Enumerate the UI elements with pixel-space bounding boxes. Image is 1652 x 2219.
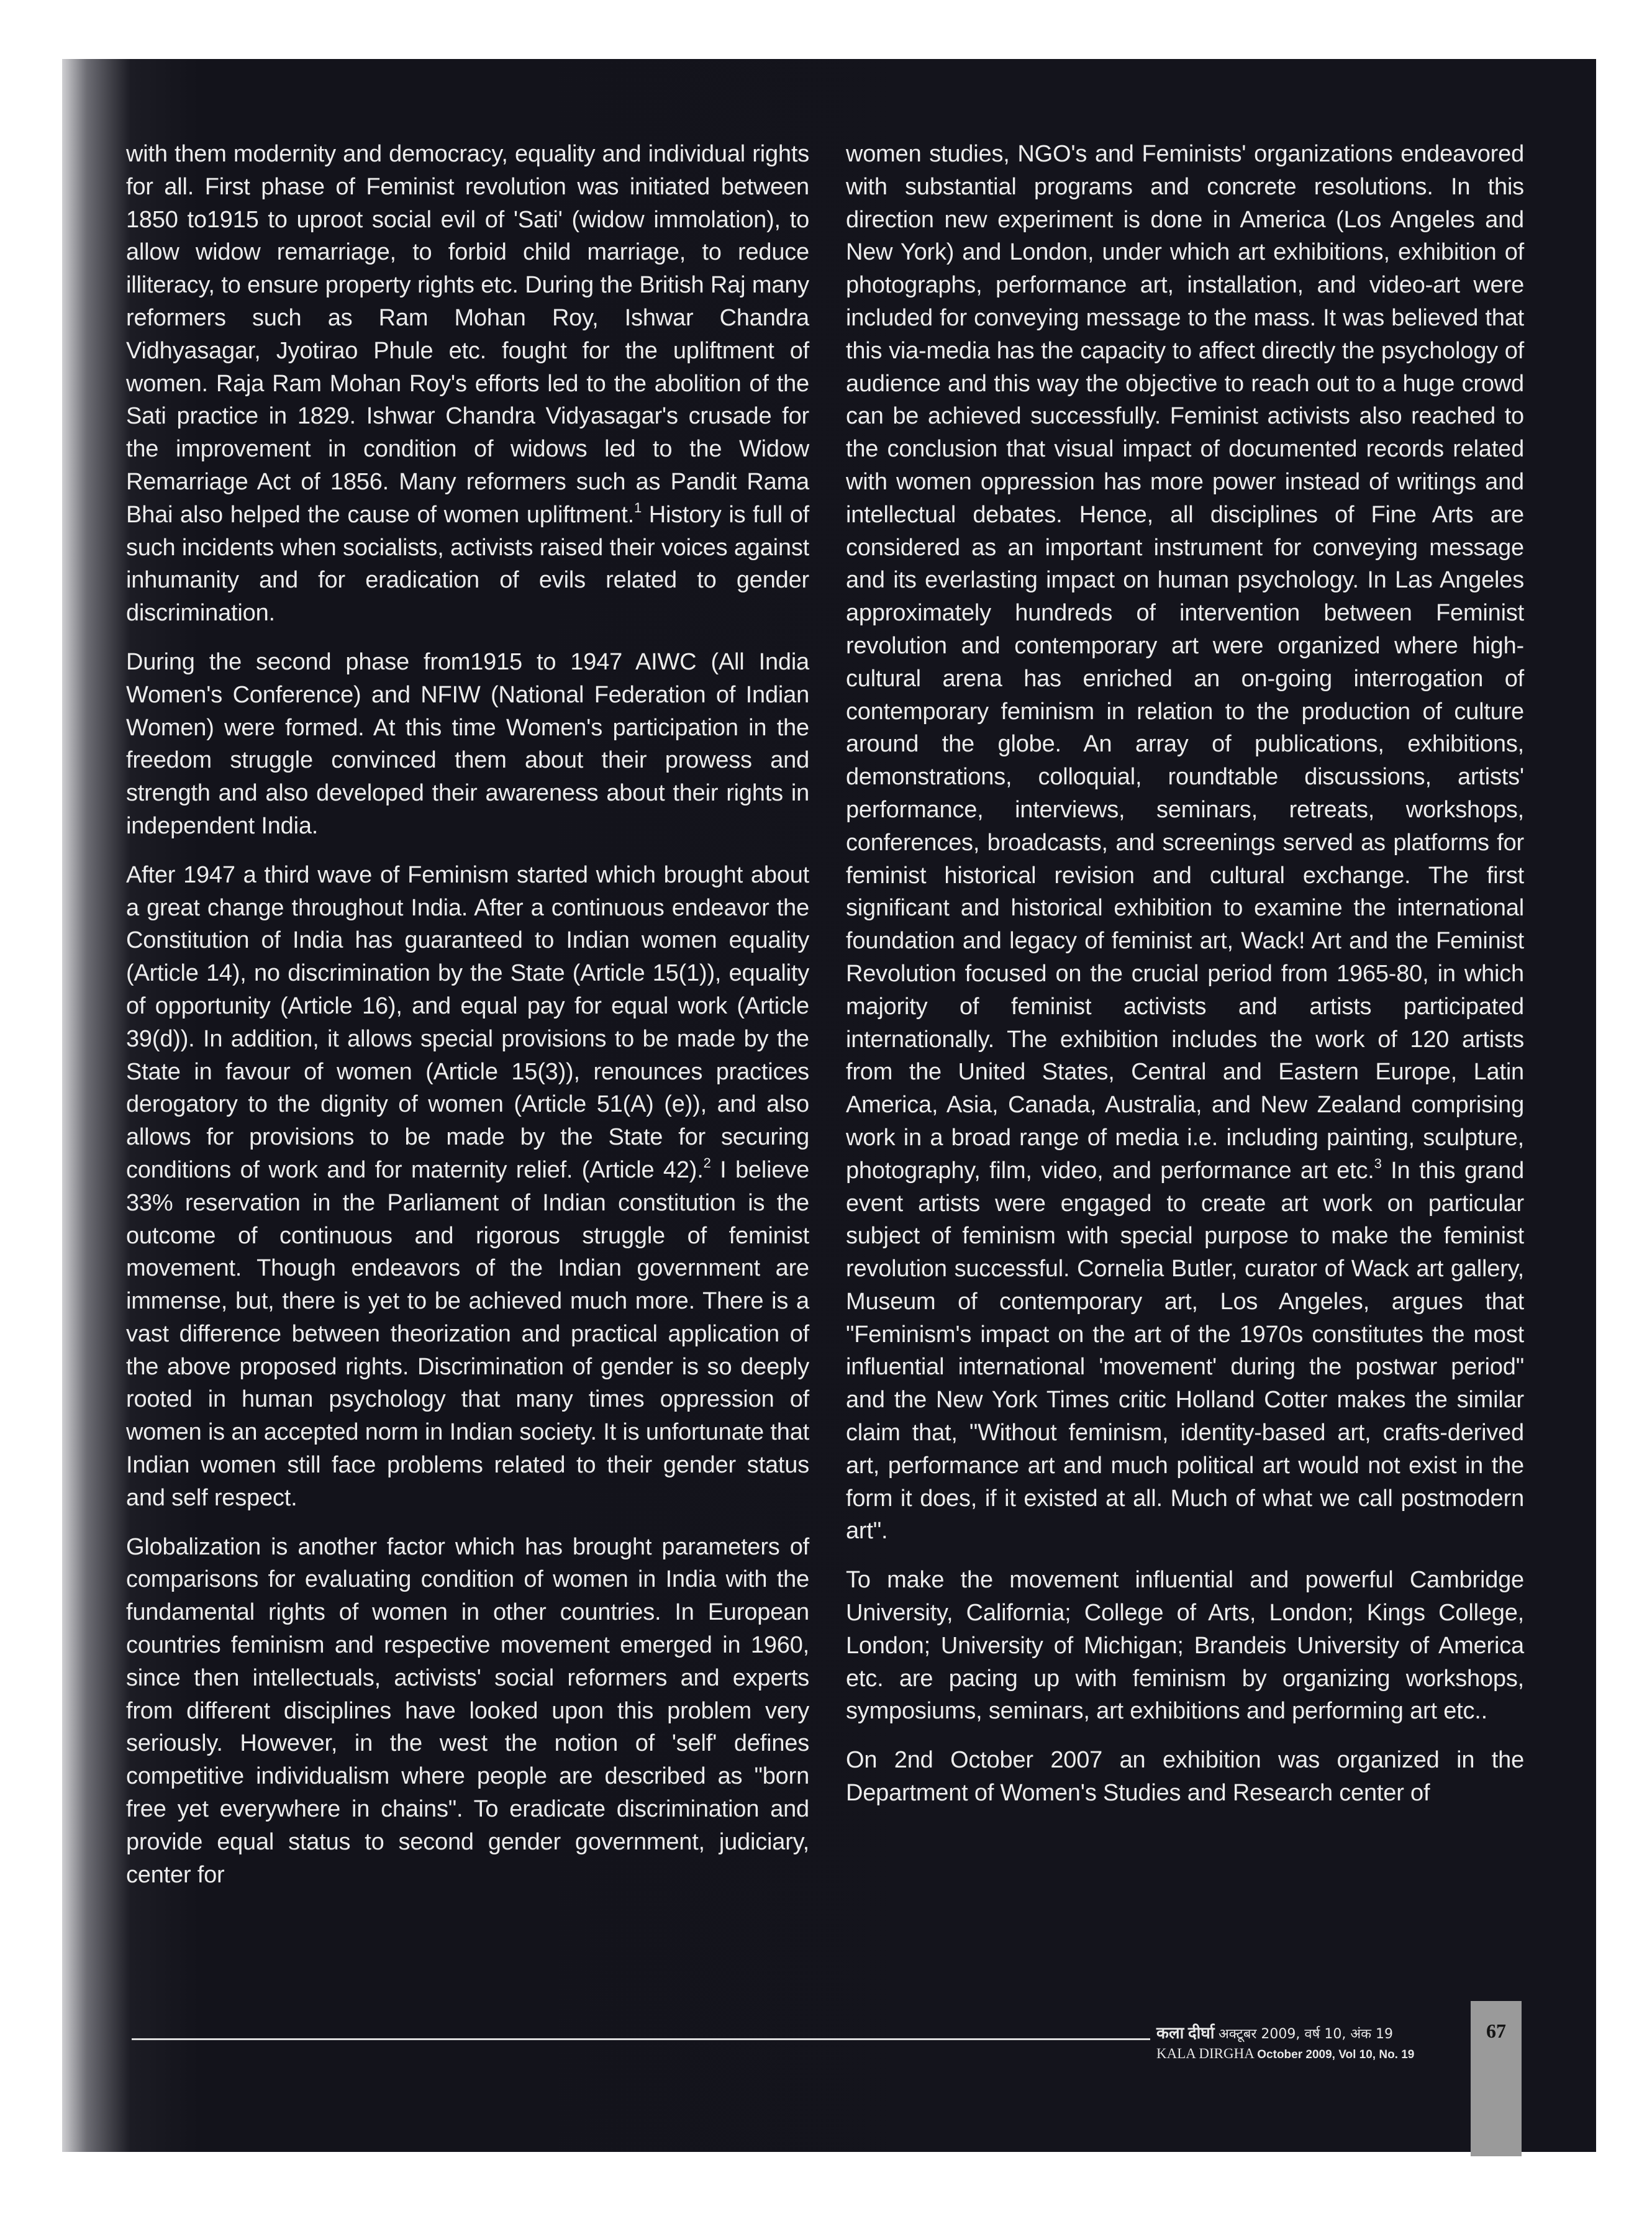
page-number: 67 xyxy=(1486,2020,1506,2042)
footnote-marker: 2 xyxy=(703,1155,711,1171)
journal-title-hindi: कला दीर्घा xyxy=(1156,2024,1215,2042)
paragraph: Globalization is another factor which has brought parameters of comparisons for evaluating condition of women in India with the fundamental rights of women in other countries. In European countries feminism and respective movement emerged in 1960, since then intellectuals, activists' social reformers and experts from different disciplines have looked upon this problem very seriously. However, in the west the notion of 'self' defines competitive individualism where people are described as "born free yet everywhere in chains". To eradicate discrimination and provide equal status to second gender government, judiciary, center for xyxy=(126,1533,809,1888)
journal-footer xyxy=(1156,2023,1467,2064)
paragraph: After 1947 a third wave of Feminism started which brought about a great change throughout India. After a continuous endeavor the Constitution of India has guaranteed to Indian women equality (Article 14), no discrimination by the State (Article 15(1)), equality of opportunity (Article 16), and equal pay for equal work (Article 39(d)). In addition, it allows special provisions to be made by the State in favour of women (Article 15(3)), renounces practices derogatory to the dignity of women (Article 51(A) (e)), and also allows for provisions to be made by the State for securing conditions of work and for maternity relief. (Article 42).$^2$ I believe 33% reservation in the Parliament of Indian constitution is the outcome of continuous and rigorous struggle of feminist movement. Though endeavors of the Indian government are immense, but, there is yet to be achieved much more. There is a vast difference between theorization and practical application of the above proposed rights. Discrimination of gender is so deeply rooted in human psychology that many times oppression of women is an accepted norm in Indian society. It is unfortunate that Indian women still face problems related to their gender status and self respect. xyxy=(126,861,810,1511)
paragraph: During the second phase from1915 to 1947 AIWC (All India Women's Conference) and NFIW (National Federation of Indian Women) were formed. At this time Women's participation in the freedom struggle convinced them about their prowess and strength and also developed their awareness about their rights in independent India. xyxy=(126,648,809,839)
footnote-marker: 1 xyxy=(633,499,642,515)
paragraph: On 2nd October 2007 an exhibition was organized in the Department of Women's Studies and Research center of xyxy=(846,1747,1524,1807)
journal-title-english: KALA DIRGHA xyxy=(1156,2046,1254,2061)
paragraph: To make the movement influential and powerful Cambridge University, California; College of Arts, London; Kings College, London; University of Michigan; Brandeis University of America etc. are pacing up with feminism by organizing workshops, symposiums, seminars, art exhibitions and performing art etc.. xyxy=(846,1567,1524,1725)
paragraph: with them modernity and democracy, equality and individual rights for all. First phase of Feminist revolution was initiated between 1850 to1915 to uproot social evil of 'Sati' (widow immolation), to allow widow remarriage, to forbid child marriage, to reduce illiteracy, to ensure property rights etc. During the British Raj many reformers such as Ram Mohan Roy, Ishwar Chandra Vidhyasagar, Jyotirao Phule etc. fought for the upliftment of women. Raja Ram Mohan Roy's efforts led to the abolition of the Sati practice in 1829. Ishwar Chandra Vidyasagar's crusade for the improvement in condition of widows led to the Widow Remarriage Act of 1856. Many reformers such as Pandit Rama Bhai also helped the cause of women upliftment.$^1$ History is full of such incidents when socialists, activists raised their voices against inhumanity and for eradication of evils related to gender discrimination. xyxy=(126,141,809,627)
issue-info-english: October 2009, Vol 10, No. 19 xyxy=(1257,2048,1415,2061)
footnote-marker: 3 xyxy=(1374,1155,1382,1171)
footer-divider xyxy=(132,2038,1150,2040)
issue-info-hindi: अक्टूबर 2009, वर्ष 10, अंक 19 xyxy=(1218,2026,1394,2042)
footer-hindi-line xyxy=(1156,2023,1467,2044)
left-text-column xyxy=(126,138,809,1907)
footer-english-line xyxy=(1156,2044,1467,2064)
paragraph: women studies, NGO's and Feminists' organizations endeavored with substantial programs and concrete resolutions. In this direction new experiment is done in America (Los Angeles and New York) and London, under which art exhibitions, exhibition of photographs, performance art, installation, and video-art were included for conveying message to the mass. It was believed that this via-media has the capacity to affect directly the psychology of audience and this way the objective to reach out to a huge crowd can be achieved successfully. Feminist activists also reached to the conclusion that visual impact of documented records related with women oppression has more power instead of writings and intellectual debates. Hence, all disciplines of Fine Arts are considered as an important instrument for conveying message and its everlasting impact on human psychology. In Las Angeles approximately hundreds of intervention between Feminist revolution and contemporary art were organized where high-cultural arena has enriched an on-going interrogation of contemporary feminism in relation to the production of culture around the globe. An array of publications, exhibitions, demonstrations, colloquial, roundtable discussions, artists' performance, interviews, seminars, retreats, workshops, conferences, broadcasts, and screenings served as platforms for feminist historical revision and cultural exchange. The first significant and historical exhibition to examine the international foundation and legacy of feminist art, Wack! Art and the Feminist Revolution focused on the crucial period from 1965-80, in which majority of feminist activists and artists participated internationally. The exhibition includes the work of 120 artists from the United States, Central and Eastern Europe, Latin America, Asia, Canada, Australia, and New Zealand comprising work in a broad range of media i.e. including painting, sculpture, photography, film, video, and performance art etc.$^3$ In this grand event artists were engaged to create art work on particular subject of feminism with special purpose to make the feminist revolution successful. Cornelia Butler, curator of Wack art gallery, Museum of contemporary art, Los Angeles, argues that "Feminism's impact on the art of the 1970s constitutes the most influential international 'movement' during the postwar period" and the New York Times critic Holland Cotter makes the similar claim that, "Without feminism, identity-based art, crafts-derived art, performance art and much political art would not exist in the form it does, if it existed at all. Much of what we call postmodern art". xyxy=(846,141,1525,1545)
right-text-column xyxy=(846,138,1524,1826)
